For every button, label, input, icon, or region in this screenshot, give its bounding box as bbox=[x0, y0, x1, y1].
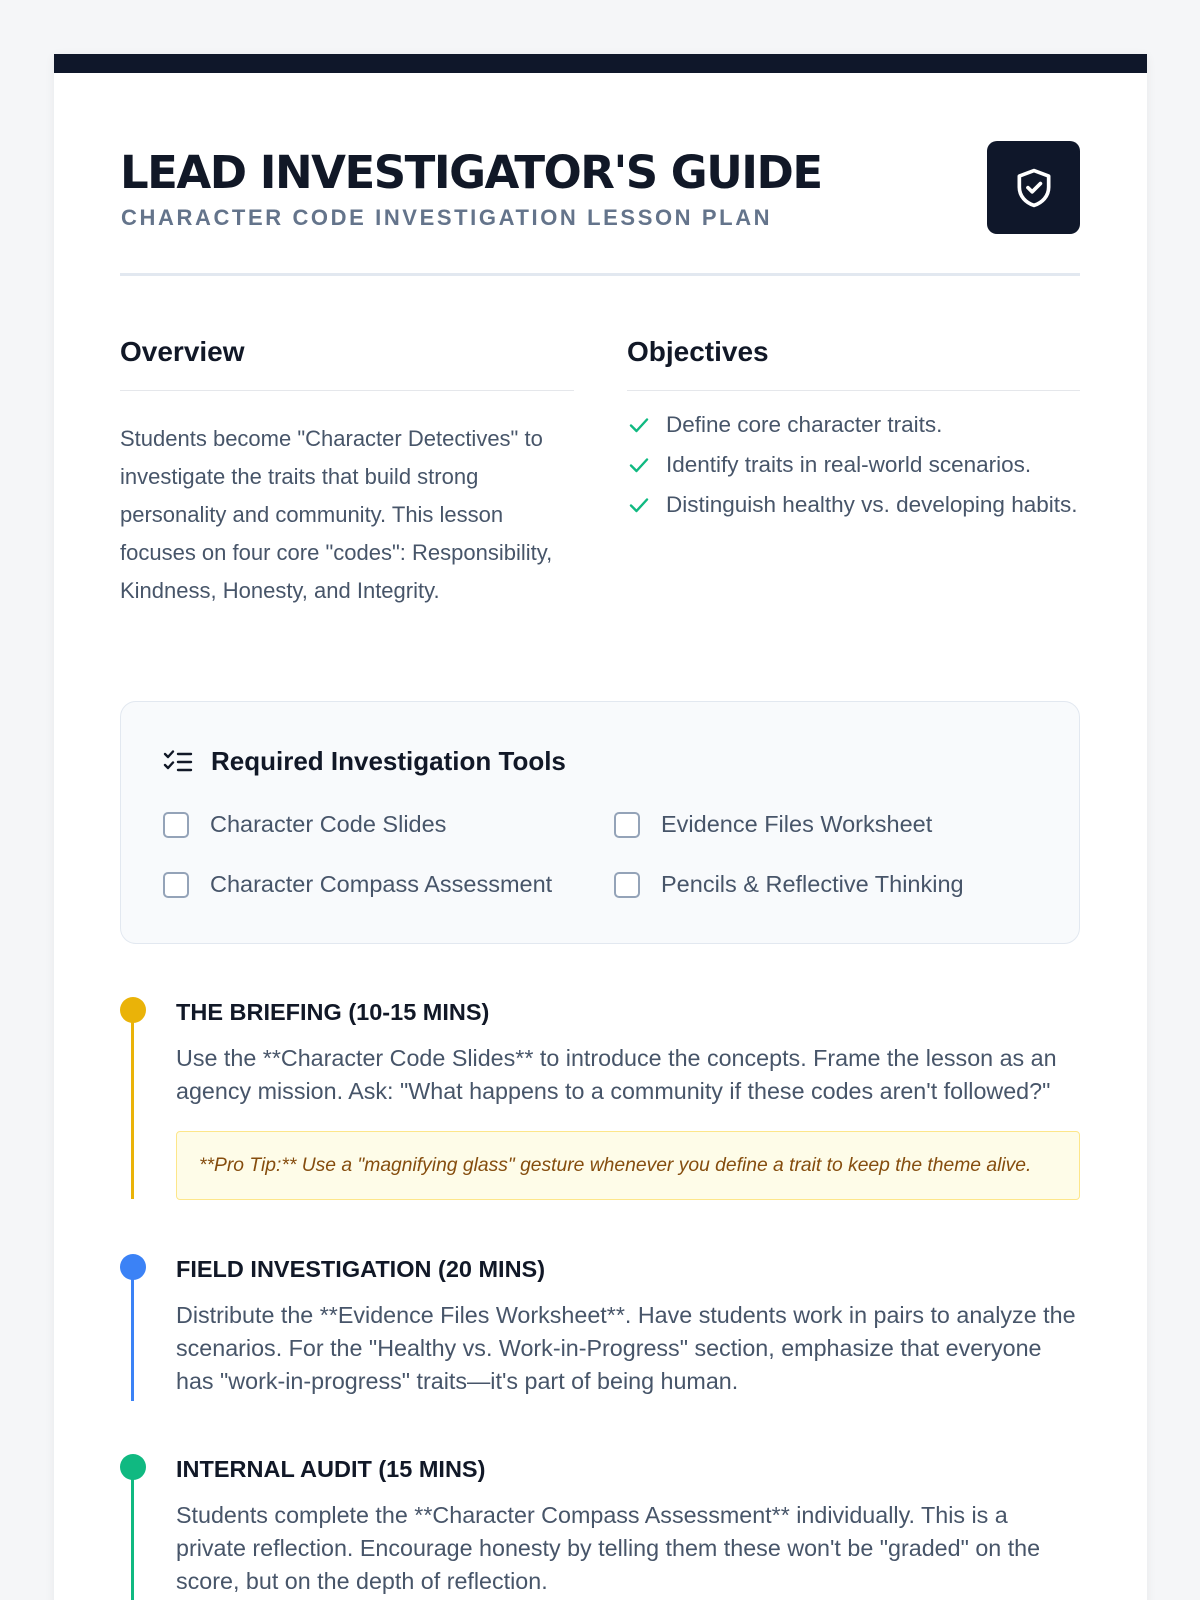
shield-badge bbox=[987, 141, 1080, 234]
overview-divider bbox=[120, 390, 574, 391]
check-icon bbox=[627, 493, 666, 517]
checklist-icon bbox=[163, 747, 197, 777]
objective-item bbox=[627, 448, 1080, 481]
objectives-list bbox=[627, 408, 1080, 528]
step-heading: THE BRIEFING (10-15 MINS) bbox=[176, 999, 490, 1025]
timeline-line bbox=[131, 1478, 134, 1600]
tool-checkbox[interactable] bbox=[614, 872, 640, 898]
page-title: LEAD INVESTIGATOR'S GUIDE bbox=[120, 146, 822, 199]
step-body: Students complete the **Character Compass Assessment** individually. This is a private reflection. Encourage honesty by telling them these won't be "graded" on the score, but on the depth of reflection. bbox=[176, 1502, 1041, 1594]
timeline-line bbox=[131, 1278, 134, 1401]
objective-text: Identify traits in real-world scenarios. bbox=[666, 452, 1032, 477]
step-heading: INTERNAL AUDIT (15 MINS) bbox=[176, 1456, 486, 1482]
pro-tip-callout: **Pro Tip:** Use a "magnifying glass" gesture whenever you define a trait to keep the theme alive. bbox=[176, 1131, 1080, 1200]
tool-checkbox[interactable] bbox=[163, 872, 189, 898]
timeline-line bbox=[131, 1021, 134, 1199]
step-body: Use the **Character Code Slides** to introduce the concepts. Frame the lesson as an agency mission. Ask: "What happens to a community if these codes aren't followed?" bbox=[176, 1045, 1057, 1104]
tool-label: Pencils & Reflective Thinking bbox=[661, 871, 964, 897]
tool-label: Evidence Files Worksheet bbox=[661, 811, 933, 837]
investigation-tools-panel bbox=[120, 701, 1080, 944]
tool-item-worksheet[interactable] bbox=[614, 811, 932, 838]
objectives-divider bbox=[627, 390, 1080, 391]
step-heading: FIELD INVESTIGATION (20 MINS) bbox=[176, 1256, 546, 1282]
objective-text: Define core character traits. bbox=[666, 412, 943, 437]
overview-heading: Overview bbox=[120, 336, 245, 367]
step-body: Distribute the **Evidence Files Worksheet**. Have students work in pairs to analyze the scenarios. For the "Healthy vs. Work-in-Progress" section, emphasize that everyone has "work-in-progress" traits—it's part of being human. bbox=[176, 1302, 1076, 1394]
shield-check-icon bbox=[1012, 164, 1056, 212]
tool-item-pencils[interactable] bbox=[614, 871, 964, 898]
tool-label: Character Compass Assessment bbox=[210, 871, 553, 897]
tool-item-assessment[interactable] bbox=[163, 871, 552, 898]
overview-text: Students become "Character Detectives" to investigate the traits that build strong personality and community. This lesson focuses on four core "codes": Responsibility, Kindness, Honesty, and Integrity. bbox=[120, 426, 553, 603]
objective-item bbox=[627, 488, 1080, 521]
tools-heading: Required Investigation Tools bbox=[211, 746, 566, 776]
timeline-dot bbox=[120, 1254, 146, 1280]
page-subtitle: CHARACTER CODE INVESTIGATION LESSON PLAN bbox=[121, 205, 773, 230]
objective-item bbox=[627, 408, 1080, 441]
objectives-heading: Objectives bbox=[627, 336, 769, 367]
timeline-dot bbox=[120, 1454, 146, 1480]
check-icon bbox=[627, 413, 666, 437]
header-divider bbox=[120, 273, 1080, 276]
lesson-plan-card bbox=[54, 54, 1147, 1600]
tool-checkbox[interactable] bbox=[163, 812, 189, 838]
timeline-dot bbox=[120, 997, 146, 1023]
tool-item-slides[interactable] bbox=[163, 811, 446, 838]
objective-text: Distinguish healthy vs. developing habits. bbox=[666, 492, 1078, 517]
tools-heading-row bbox=[163, 746, 566, 777]
top-accent-bar bbox=[54, 54, 1147, 73]
tool-checkbox[interactable] bbox=[614, 812, 640, 838]
tool-label: Character Code Slides bbox=[210, 811, 447, 837]
check-icon bbox=[627, 453, 666, 477]
